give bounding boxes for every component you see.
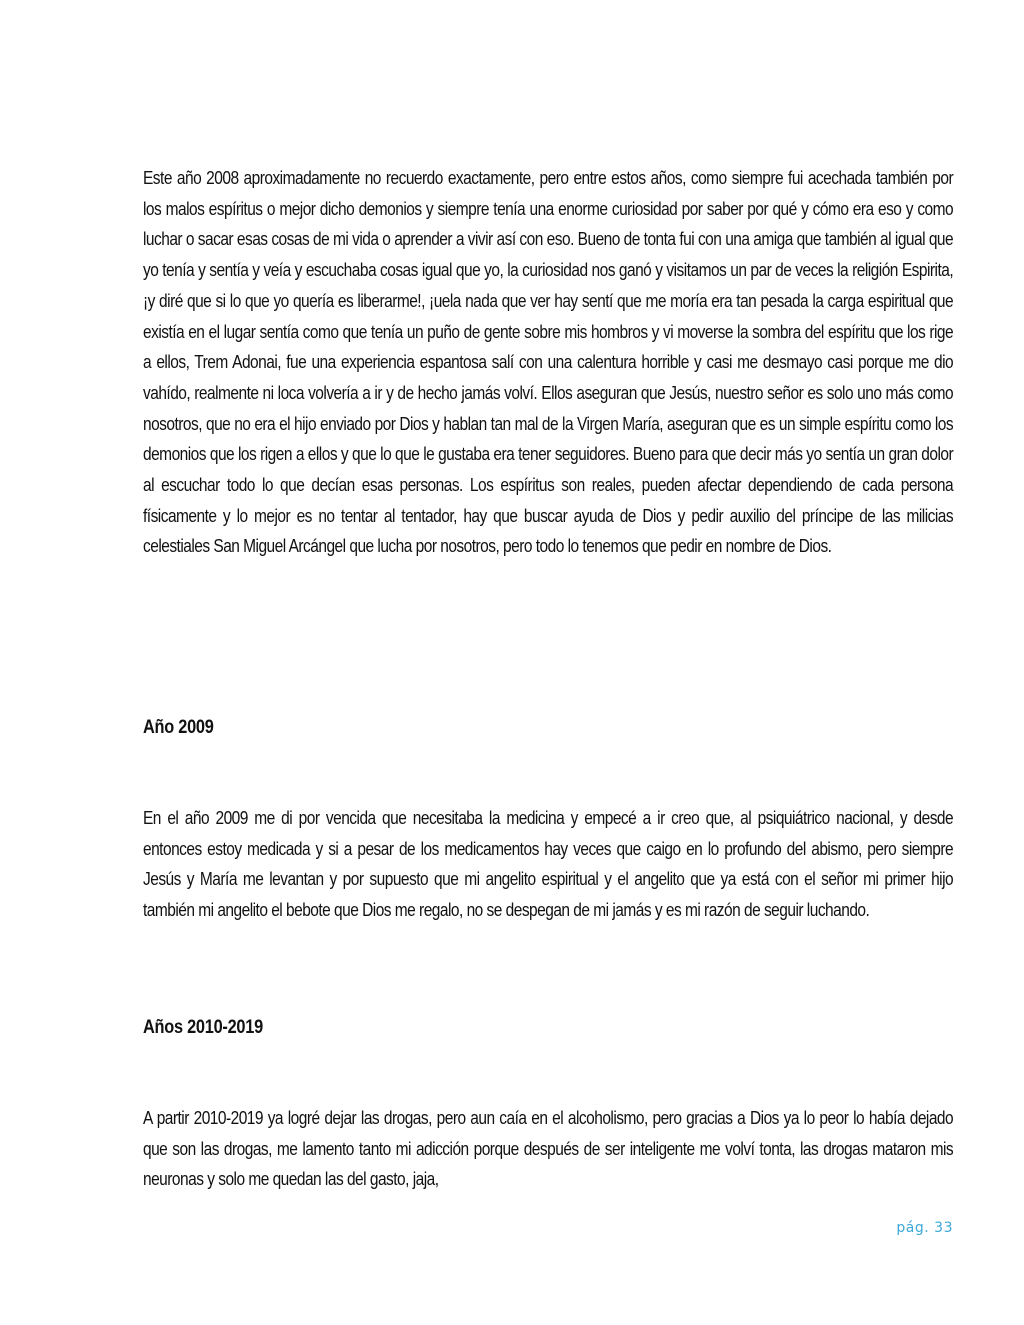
page-number: pág. 33 [896, 1220, 953, 1236]
paragraph-2010-2019: A partir 2010-2019 ya logré dejar las drogas, pero aun caía en el alcoholismo, pero gracias a Dios ya lo peor lo había dejado que son las drogas, me lamento tanto mi adicción porque después de ser inteligente me volví tonta, las drogas mataron mis neuronas y solo me quedan las del gasto, jaja, [143, 1108, 954, 1190]
paragraph-2008: Este año 2008 aproximadamente no recuerdo exactamente, pero entre estos años, como siempre fui acechada también por los malos espíritus o mejor dicho demonios y siempre tenía una enorme curiosidad por saber por qué y cómo era eso y como luchar o sacar esas cosas de mi vida o aprender a vivir así con eso. Bueno de tonta fui con una amiga que también al igual que yo tenía y sentía y veía y escuchaba cosas igual que yo, la curiosidad nos ganó y visitamos un par de veces la religión Espirita, ¡y diré que si lo que yo quería es liberarme!, ¡uela nada que ver hay sentí que me moría era tan pesada la carga espiritual que existía en el lugar sentía como que tenía un puño de gente sobre mis hombros y vi moverse la sombra del espíritu que los rige a ellos, Trem Adonai, fue una experiencia espantosa salí con una calentura horrible y casi me desmayo casi porque me dio vahído, realmente ni loca volvería a ir y de hecho jamás volví. Ellos aseguran que Jesús, nuestro señor es solo uno más como nosotros, que no era el hijo enviado por Dios y hablan tan mal de la Virgen María, aseguran que es un simple espíritu como los demonios que los rigen a ellos y que lo que le gustaba era tener seguidores. Bueno para que decir más yo sentía un gran dolor al escuchar todo lo que decían esas personas. Los espíritus son reales, pueden afectar dependiendo de cada persona físicamente y lo mejor es no tentar al tentador, hay que buscar ayuda de Dios y pedir auxilio del príncipe de las milicias celestiales San Miguel Arcángel que lucha por nosotros, pero todo lo tenemos que pedir en nombre de Dios. [143, 168, 954, 557]
section-heading-2009: Año 2009 [143, 717, 214, 738]
section-heading-2010-2019: Años 2010-2019 [143, 1017, 263, 1038]
paragraph-2009: En el año 2009 me di por vencida que necesitaba la medicina y empecé a ir creo que, al psiquiátrico nacional, y desde entonces estoy medicada y si a pesar de los medicamentos hay veces que caigo en lo profundo del abismo, pero siempre Jesús y María me levantan y por supuesto que mi angelito espiritual y el angelito que ya está con el señor mi primer hijo también mi angelito el bebote que Dios me regalo, no se despegan de mi jamás y es mi razón de seguir luchando. [143, 808, 954, 921]
